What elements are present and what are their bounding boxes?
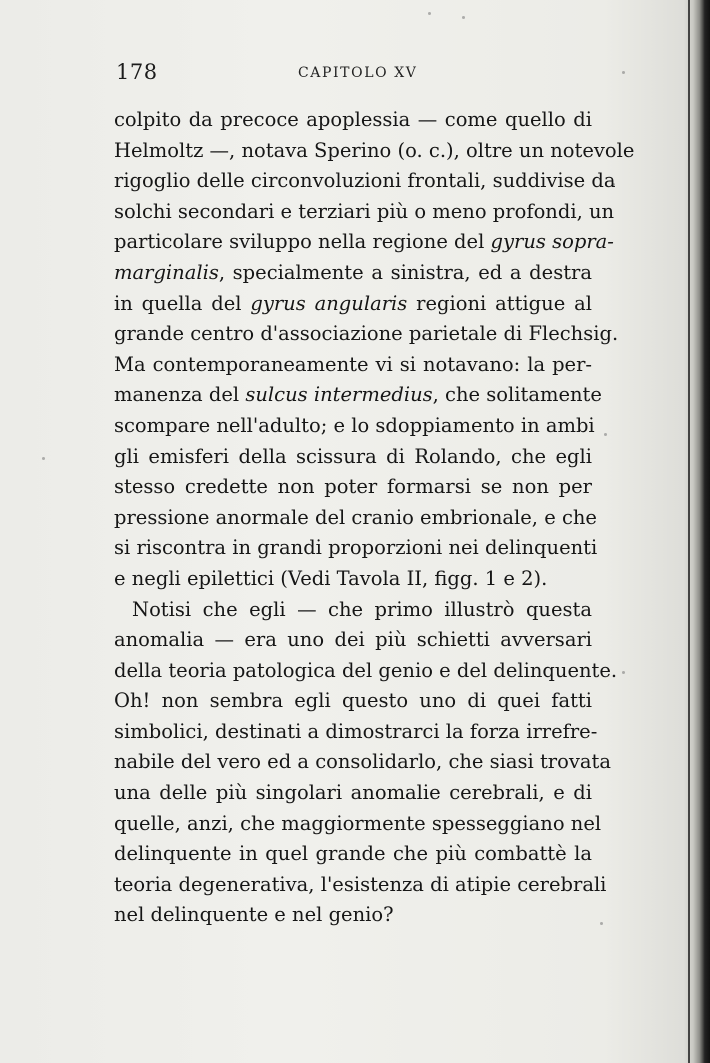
- binding-shadow-line: [688, 0, 690, 1063]
- italic-term: sulcus intermedius: [245, 383, 433, 407]
- text-line: una delle più singolari anomalie cerebrali, e di: [114, 781, 592, 805]
- italic-term: marginalis: [114, 260, 219, 284]
- italic-term: gyrus sopra-: [490, 230, 614, 254]
- text-line: solchi secondari e terziari più o meno profondi, un: [114, 199, 615, 223]
- body-text: [114, 105, 635, 931]
- text-line: Oh! non sembra egli questo uno di quei fatti: [114, 689, 592, 713]
- italic-term: gyrus angularis: [250, 291, 408, 315]
- text-line: pressione anormale del cranio embrionale, e che: [114, 505, 597, 529]
- text-line: manenza del sulcus intermedius, che solitamente: [114, 383, 602, 407]
- text-line: Ma contemporaneamente vi si notavano: la per-: [114, 352, 592, 376]
- text-line: delinquente in quel grande che più combattè la: [114, 842, 592, 866]
- text-line: anomalia — era uno dei più schietti avversari: [114, 628, 592, 652]
- text-line: particolare sviluppo nella regione del gyrus sopra-: [114, 230, 614, 254]
- paper-speck: [428, 12, 431, 15]
- text-line: marginalis, specialmente a sinistra, ed a destra: [114, 260, 592, 284]
- paper-speck: [604, 433, 607, 436]
- paragraph-first-line: Notisi che egli — che primo illustrò questa: [132, 597, 592, 621]
- running-header: [0, 60, 710, 86]
- text-line: in quella del gyrus angularis regioni attigue al: [114, 291, 592, 315]
- paper-speck: [462, 16, 465, 19]
- text-line: gli emisferi della scissura di Rolando, che egli: [114, 444, 592, 468]
- paper-speck: [622, 671, 625, 674]
- paper-speck: [42, 457, 45, 460]
- text-line: della teoria patologica del genio e del delinquente.: [114, 658, 618, 682]
- text-line: rigoglio delle circonvoluzioni frontali, suddivise da: [114, 169, 616, 193]
- text-line: quelle, anzi, che maggiormente spesseggiano nel: [114, 811, 602, 835]
- text-line: Helmoltz —, notava Sperino (o. c.), oltre un notevole: [114, 138, 635, 162]
- text-line: simbolici, destinati a dimostrarci la forza irrefre-: [114, 719, 598, 743]
- chapter-title: CAPITOLO XV: [298, 65, 418, 81]
- paper-speck: [600, 922, 603, 925]
- text-line: grande centro d'associazione parietale di Flechsig.: [114, 322, 619, 346]
- text-line: nel delinquente e nel genio?: [114, 903, 394, 927]
- text-line: e negli epilettici (Vedi Tavola II, figg. 1 e 2).: [114, 566, 548, 590]
- page-number: 178: [116, 60, 158, 84]
- text-line: nabile del vero ed a consolidarlo, che siasi trovata: [114, 750, 611, 774]
- text-line: teoria degenerativa, l'esistenza di atipie cerebrali: [114, 872, 607, 896]
- text-line: stesso credette non poter formarsi se non per: [114, 475, 592, 499]
- text-line: colpito da precoce apoplessia — come quello di: [114, 108, 592, 131]
- text-line: scompare nell'adulto; e lo sdoppiamento in ambi: [114, 413, 595, 437]
- text-line: si riscontra in grandi proporzioni nei delinquenti: [114, 536, 598, 560]
